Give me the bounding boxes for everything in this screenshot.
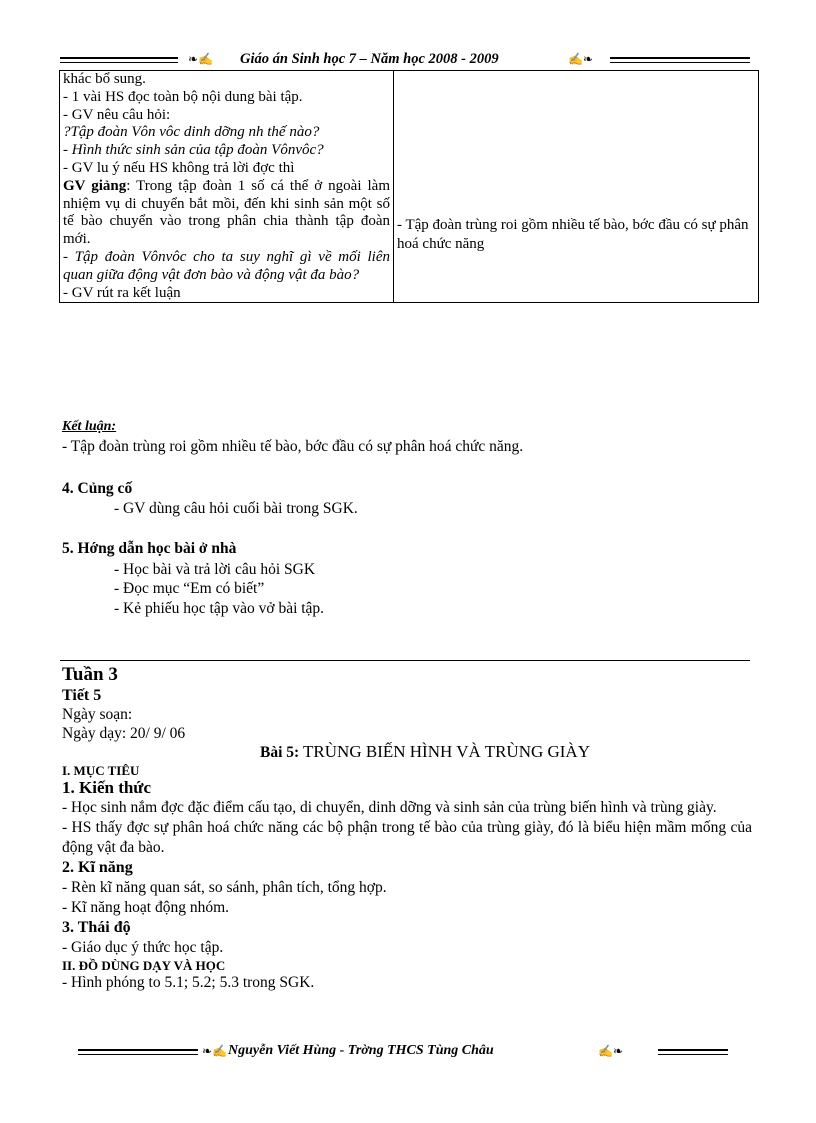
homework-heading: 5. Hớng dẫn học bài ở nhà	[62, 540, 237, 557]
homework-item: - Kẻ phiếu học tập vào vở bài tập.	[114, 599, 325, 617]
lesson-title	[62, 741, 752, 764]
lesson-name: TRÙNG BIẾN HÌNH VÀ TRÙNG GIÀY	[303, 742, 590, 761]
conclusion-section	[62, 416, 752, 456]
header-rule-right	[610, 57, 750, 63]
table-left-line: - GV nêu câu hỏi:	[63, 106, 171, 123]
knowledge-item: - Học sinh nắm đợc đặc điểm cấu tạo, di chuyển, dinh dỡng và sinh sản của trùng biến hình và trùng giày.	[62, 799, 717, 816]
lesson-number: Bài 5:	[259, 744, 300, 761]
table-left-line: khác bổ sung.	[63, 71, 146, 87]
prep-date: Ngày soạn:	[62, 706, 133, 723]
table-left-line	[63, 178, 390, 249]
activity-table	[59, 70, 759, 303]
header-rule-left	[60, 57, 178, 63]
page-footer	[78, 1045, 728, 1065]
skills-item: - Kĩ năng hoạt động nhóm.	[62, 899, 230, 916]
materials-heading: II. ĐỒ DÙNG DẠY VÀ HỌC	[62, 958, 226, 973]
knowledge-heading: 1. Kiến thức	[62, 778, 152, 797]
objectives-heading: I. MỤC TIÊU	[62, 763, 140, 778]
content-cell	[394, 71, 759, 303]
footer-rule-right	[658, 1049, 728, 1055]
knowledge-item: - HS thấy đợc sự phân hoá chức năng các bộ phận trong tế bào của trùng giày, đó là biểu hiện mầm mống của động vật đa bào.	[62, 819, 752, 856]
consolidation-item: - GV dùng câu hỏi cuối bài trong SGK.	[114, 499, 358, 517]
teach-date: Ngày dạy: 20/ 9/ 06	[62, 725, 186, 742]
materials-item: - Hình phóng to 5.1; 5.2; 5.3 trong SGK.	[62, 974, 315, 991]
skills-item: - Rèn kĩ năng quan sát, so sánh, phân tích, tổng hợp.	[62, 879, 387, 896]
period-label: Tiết 5	[62, 687, 102, 704]
header-title: Giáo án Sinh học 7 – Năm học 2008 - 2009	[240, 51, 499, 67]
homework-section	[62, 539, 752, 618]
attitude-item: - Giáo dục ý thức học tập.	[62, 939, 224, 956]
footer-rule-left	[78, 1049, 198, 1055]
table-left-line: - GV rút ra kết luận	[63, 284, 181, 301]
table-left-line: - GV lu ý nếu HS không trả lời đợc thì	[63, 159, 295, 176]
teacher-explains-label: GV giảng	[63, 177, 127, 194]
footer-title: Nguyễn Viết Hùng - Trờng THCS Tùng Châu	[228, 1043, 494, 1058]
teacher-activity-cell	[60, 71, 394, 303]
consolidation-section	[62, 479, 752, 518]
homework-item: - Học bài và trả lời câu hỏi SGK	[114, 560, 316, 578]
skills-heading: 2. Kĩ năng	[62, 859, 133, 876]
teacher-explains-text: : Trong tập đoàn 1 số cá thể ở ngoài làm nhiệm vụ di chuyển bắt mồi, đến khi sinh sản một số tế bào chuyển vào trong phân chia thành tập đoàn mới.	[63, 177, 390, 248]
footer-ornament-left: ❧✍	[202, 1044, 227, 1058]
header-ornament-right: ✍❧	[568, 52, 593, 66]
attitude-heading: 3. Thái độ	[62, 919, 131, 936]
header-ornament-left: ❧✍	[188, 52, 213, 66]
week-label: Tuần 3	[62, 664, 118, 685]
homework-item: - Đọc mục “Em có biết”	[114, 580, 265, 597]
table-left-line: - Tập đoàn Vônvôc cho ta suy nghĩ gì về mối liên quan giữa động vật đơn bào và động vật đa bào?	[63, 248, 390, 283]
section-divider	[60, 660, 750, 661]
table-left-line: - Hình thức sinh sản của tập đoàn Vônvôc?	[63, 142, 324, 159]
consolidation-heading: 4. Củng cố	[62, 480, 133, 497]
footer-ornament-right: ✍❧	[598, 1044, 623, 1058]
conclusion-text: - Tập đoàn trùng roi gồm nhiều tế bào, bớc đầu có sự phân hoá chức năng.	[62, 437, 524, 455]
page-header	[60, 52, 750, 72]
conclusion-heading: Kết luận:	[62, 419, 117, 434]
table-left-line: - 1 vài HS đọc toàn bộ nội dung bài tập.	[63, 88, 303, 105]
table-left-line: ?Tập đoàn Vôn vôc dinh dỡng nh thế nào?	[63, 124, 320, 141]
lesson-section	[62, 664, 752, 993]
content-cell-text: - Tập đoàn trùng roi gồm nhiều tế bào, bớc đầu có sự phân hoá chức năng	[397, 217, 749, 252]
